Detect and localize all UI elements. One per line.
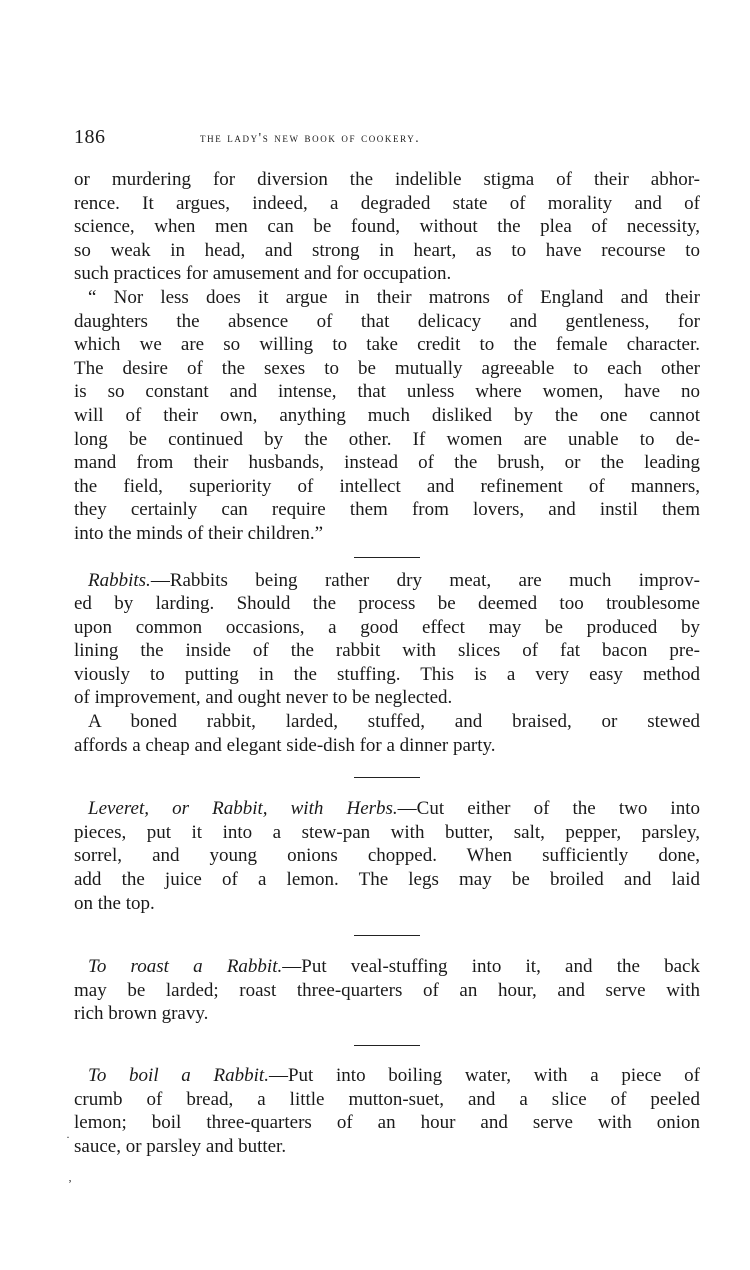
section-divider <box>74 757 700 797</box>
text-line: of improvement, and ought never to be neglected. <box>74 687 453 709</box>
text-line: may be larded; roast three-quarters of an hour, and serve with <box>74 979 700 1001</box>
text-line: long be continued by the other. If women are unable to de- <box>74 428 700 450</box>
text-line: crumb of bread, a little mutton-suet, and a slice of peeled <box>74 1088 700 1110</box>
text-line: they certainly can require them from lovers, and instil them <box>74 499 700 521</box>
text-line: The desire of the sexes to be mutually agreeable to each other <box>74 357 700 379</box>
text-line: affords a cheap and elegant side-dish for a dinner party. <box>74 734 496 756</box>
text-line: which we are so willing to take credit to the female character. <box>74 334 700 356</box>
recipe-roast <box>74 955 700 1026</box>
text-line: lemon; boil three-quarters of an hour and serve with onion <box>74 1112 700 1134</box>
text-line: A boned rabbit, larded, stuffed, and braised, or stewed <box>88 711 700 733</box>
text-line: upon common occasions, a good effect may be produced by <box>74 616 700 638</box>
text-line: science, when men can be found, without the plea of necessity, <box>74 216 700 238</box>
recipe-leveret <box>74 797 700 915</box>
recipe-text: —Cut either of the two into <box>397 798 700 820</box>
quote-paragraph-1 <box>74 168 700 286</box>
recipe-heading: To boil a Rabbit. <box>88 1065 269 1086</box>
text-line: is so constant and intense, that unless where women, have no <box>74 381 700 403</box>
print-speck: · <box>66 1130 70 1144</box>
print-speck: ‚ <box>68 1170 72 1184</box>
running-title: the lady's new book of cookery. <box>200 130 421 145</box>
text-line: pieces, put it into a stew-pan with butter, salt, pepper, parsley, <box>74 821 700 843</box>
recipe-first-line <box>74 797 700 821</box>
text-line: rence. It argues, indeed, a degraded state of morality and of <box>74 192 700 214</box>
text-line: ed by larding. Should the process be deemed too troublesome <box>74 593 700 615</box>
text-line: such practices for amusement and for occupation. <box>74 263 452 285</box>
recipe-first-line <box>74 569 700 593</box>
section-divider <box>74 546 700 569</box>
recipe-text: —Put into boiling water, with a piece of <box>268 1065 701 1086</box>
text-line: so weak in head, and strong in heart, as to have recourse to <box>74 239 700 261</box>
recipe-heading: Rabbits. <box>88 569 151 591</box>
text-line: “ Nor less does it argue in their matrons of England and their <box>88 286 700 308</box>
text-line: will of their own, anything much disliked by the one cannot <box>74 404 700 426</box>
text-line: add the juice of a lemon. The legs may be broiled and laid <box>74 869 700 891</box>
text-line: on the top. <box>74 892 155 914</box>
text-line: rich brown gravy. <box>74 1003 209 1025</box>
text-line: lining the inside of the rabbit with slices of fat bacon pre- <box>74 640 700 662</box>
text-line: the field, superiority of intellect and refinement of manners, <box>74 475 700 497</box>
recipe-heading: Leveret, or Rabbit, with Herbs. <box>88 798 398 820</box>
text-line: daughters the absence of that delicacy and gentleness, for <box>74 310 700 332</box>
page-number: 186 <box>74 126 106 148</box>
recipe-boil <box>74 1064 700 1158</box>
section-divider <box>74 915 700 955</box>
text-line: or murdering for diversion the indelible stigma of their abhor- <box>74 169 700 190</box>
text-line: into the minds of their children.” <box>74 522 324 544</box>
recipe-heading: To roast a Rabbit. <box>88 956 283 978</box>
page-header <box>74 126 700 152</box>
text-line: sorrel, and young onions chopped. When sufficiently done, <box>74 845 700 867</box>
recipe-text: —Rabbits being rather dry meat, are much improv- <box>150 569 700 591</box>
text-line: mand from their husbands, instead of the brush, or the leading <box>74 452 700 474</box>
quote-paragraph-2 <box>74 286 700 546</box>
page-body <box>74 168 700 1158</box>
section-divider <box>74 1026 700 1064</box>
recipe-first-line <box>74 955 700 979</box>
text-line: sauce, or parsley and butter. <box>74 1135 287 1157</box>
text-line: viously to putting in the stuffing. This is a very easy method <box>74 663 700 685</box>
recipe-first-line <box>74 1064 700 1088</box>
recipe-text: —Put veal-stuffing into it, and the back <box>282 956 700 978</box>
recipe-rabbits <box>74 569 700 758</box>
